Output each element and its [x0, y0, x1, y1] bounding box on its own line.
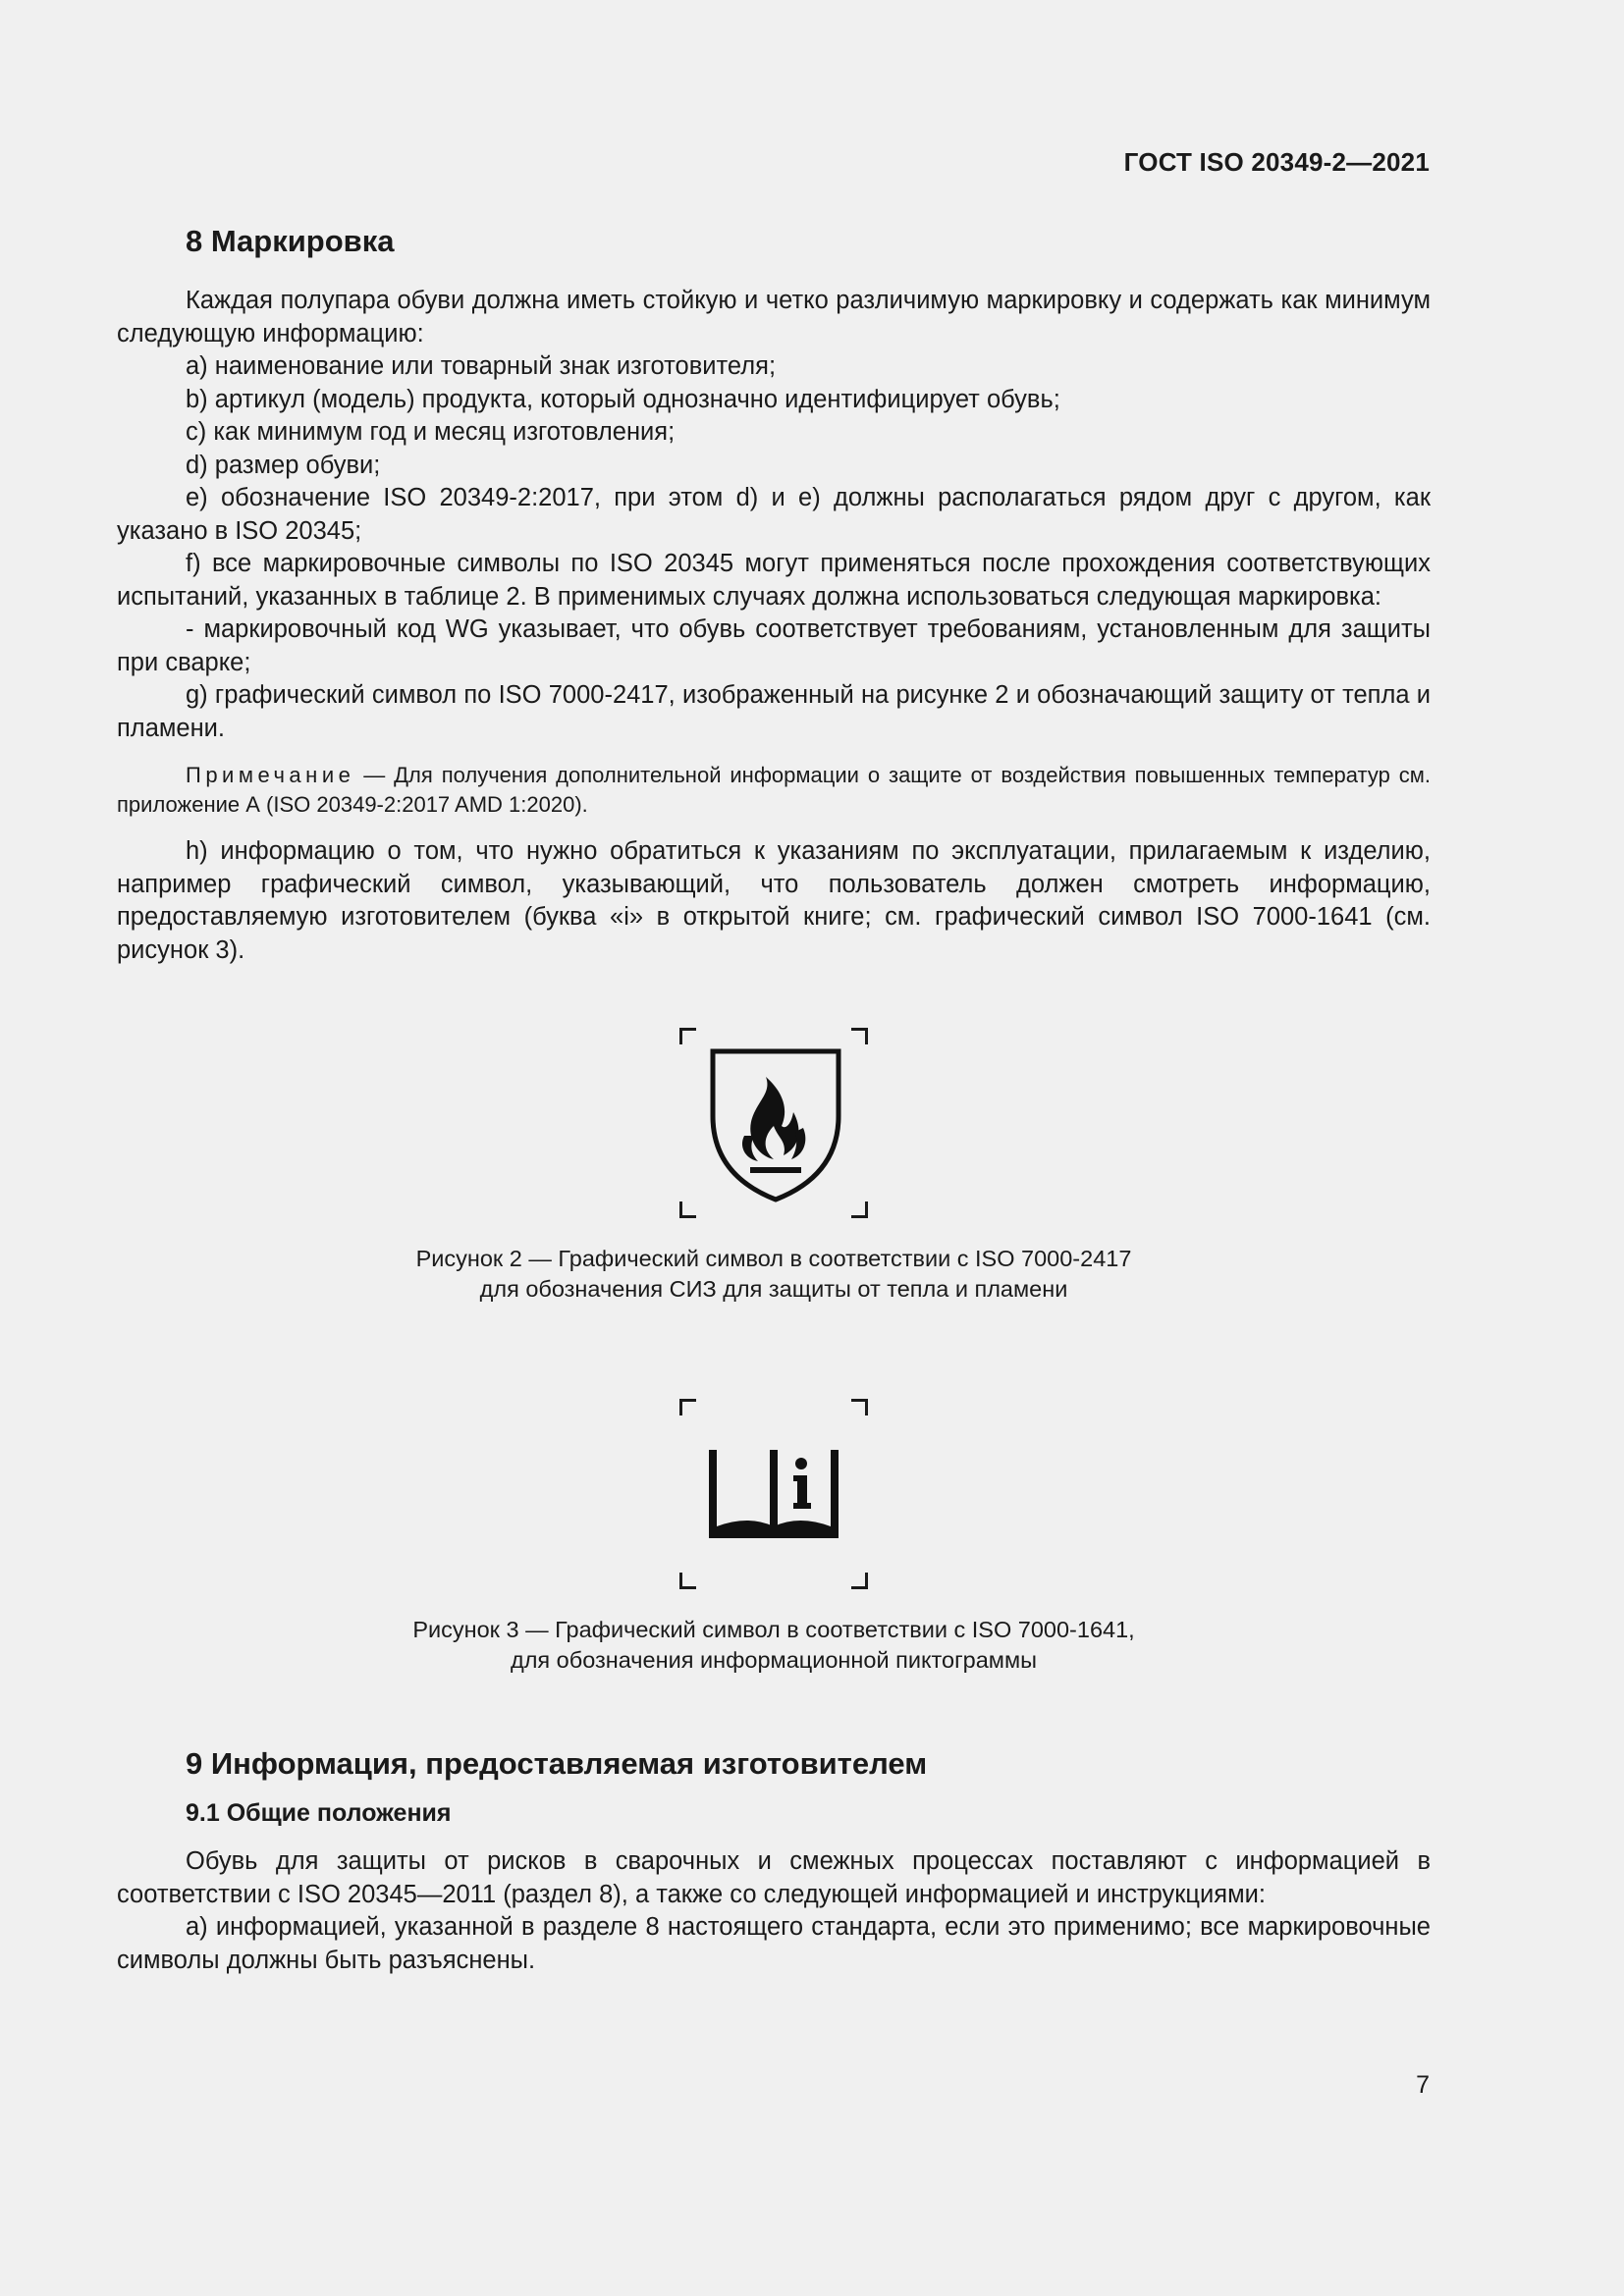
- note-label: Примечание: [186, 763, 355, 787]
- page-number: 7: [1416, 2071, 1430, 2099]
- list-item-f-dash: - маркировочный код WG указывает, что обувь соответствует требованиям, установленным для защиты при сварке;: [117, 615, 1431, 676]
- section-9-intro: Обувь для защиты от рисков в сварочных и смежных процессах поставляют с информацией в соответствии с ISO 20345—2011 (раздел 8), а также со следующей информацией и инструкциями:: [117, 1847, 1431, 1908]
- list-item-h: h) информацию о том, что нужно обратиться к указаниям по эксплуатации, прилагаемым к изделию, например графический символ, указывающий, что пользователь должен смотреть информацию, предоставляемую изготовителем (буква «i» в открытой книге; см. графический символ ISO 7000-1641 (см. рисунок 3).: [117, 837, 1431, 964]
- list-item-e: e) обозначение ISO 20349-2:2017, при этом d) и е) должны располагаться рядом друг с другом, как указано в ISO 20345;: [117, 484, 1431, 545]
- figure-3-caption-line-2: для обозначения информационной пиктограммы: [510, 1647, 1037, 1673]
- note-text: — Для получения дополнительной информации о защите от воздействия повышенных температур см. приложение А (ISO 20349-2:2017 AMD 1:2020).: [117, 763, 1431, 817]
- figure-2: [117, 1028, 1431, 1305]
- list-item-b: b) артикул (модель) продукта, который однозначно идентифицирует обувь;: [186, 385, 1060, 413]
- note: [117, 761, 1431, 820]
- figure-2-caption-line-2: для обозначения СИЗ для защиты от тепла и пламени: [479, 1276, 1068, 1302]
- list-item-d: d) размер обуви;: [186, 451, 381, 479]
- figure-3-caption-line-1: Рисунок 3 — Графический символ в соответствии с ISO 7000-1641,: [412, 1617, 1135, 1642]
- section-8-intro: Каждая полупара обуви должна иметь стойкую и четко различимую маркировку и содержать как минимум следующую информацию:: [117, 287, 1431, 347]
- list-item-c: c) как минимум год и месяц изготовления;: [186, 418, 676, 446]
- section-9-item-a: a) информацией, указанной в разделе 8 настоящего стандарта, если это применимо; все маркировочные символы должны быть разъяснены.: [117, 1913, 1431, 1974]
- list-item-g: g) графический символ по ISO 7000-2417, изображенный на рисунке 2 и обозначающий защиту от тепла и пламени.: [117, 681, 1431, 742]
- figure-3: [117, 1399, 1431, 1676]
- figure-3-frame: [679, 1399, 868, 1589]
- standard-code: ГОСТ ISO 20349-2—2021: [1123, 147, 1430, 177]
- figure-2-caption-line-1: Рисунок 2 — Графический символ в соответствии с ISO 7000-2417: [415, 1246, 1132, 1271]
- subsection-9-1-title: 9.1 Общие положения: [186, 1799, 452, 1827]
- list-item-a: a) наименование или товарный знак изготовителя;: [186, 352, 777, 380]
- section-8-title: 8 Маркировка: [186, 224, 395, 258]
- page-content: [117, 224, 1431, 1977]
- figure-2-frame: [679, 1028, 868, 1218]
- info-book-icon: [679, 1399, 868, 1589]
- list-item-f: f) все маркировочные символы по ISO 20345 могут применяться после прохождения соответствующих испытаний, указанных в таблице 2. В применимых случаях должна использоваться следующая маркировка:: [117, 550, 1431, 611]
- section-9-title: 9 Информация, предоставляемая изготовителем: [186, 1746, 928, 1781]
- flame-shield-icon: [679, 1028, 868, 1218]
